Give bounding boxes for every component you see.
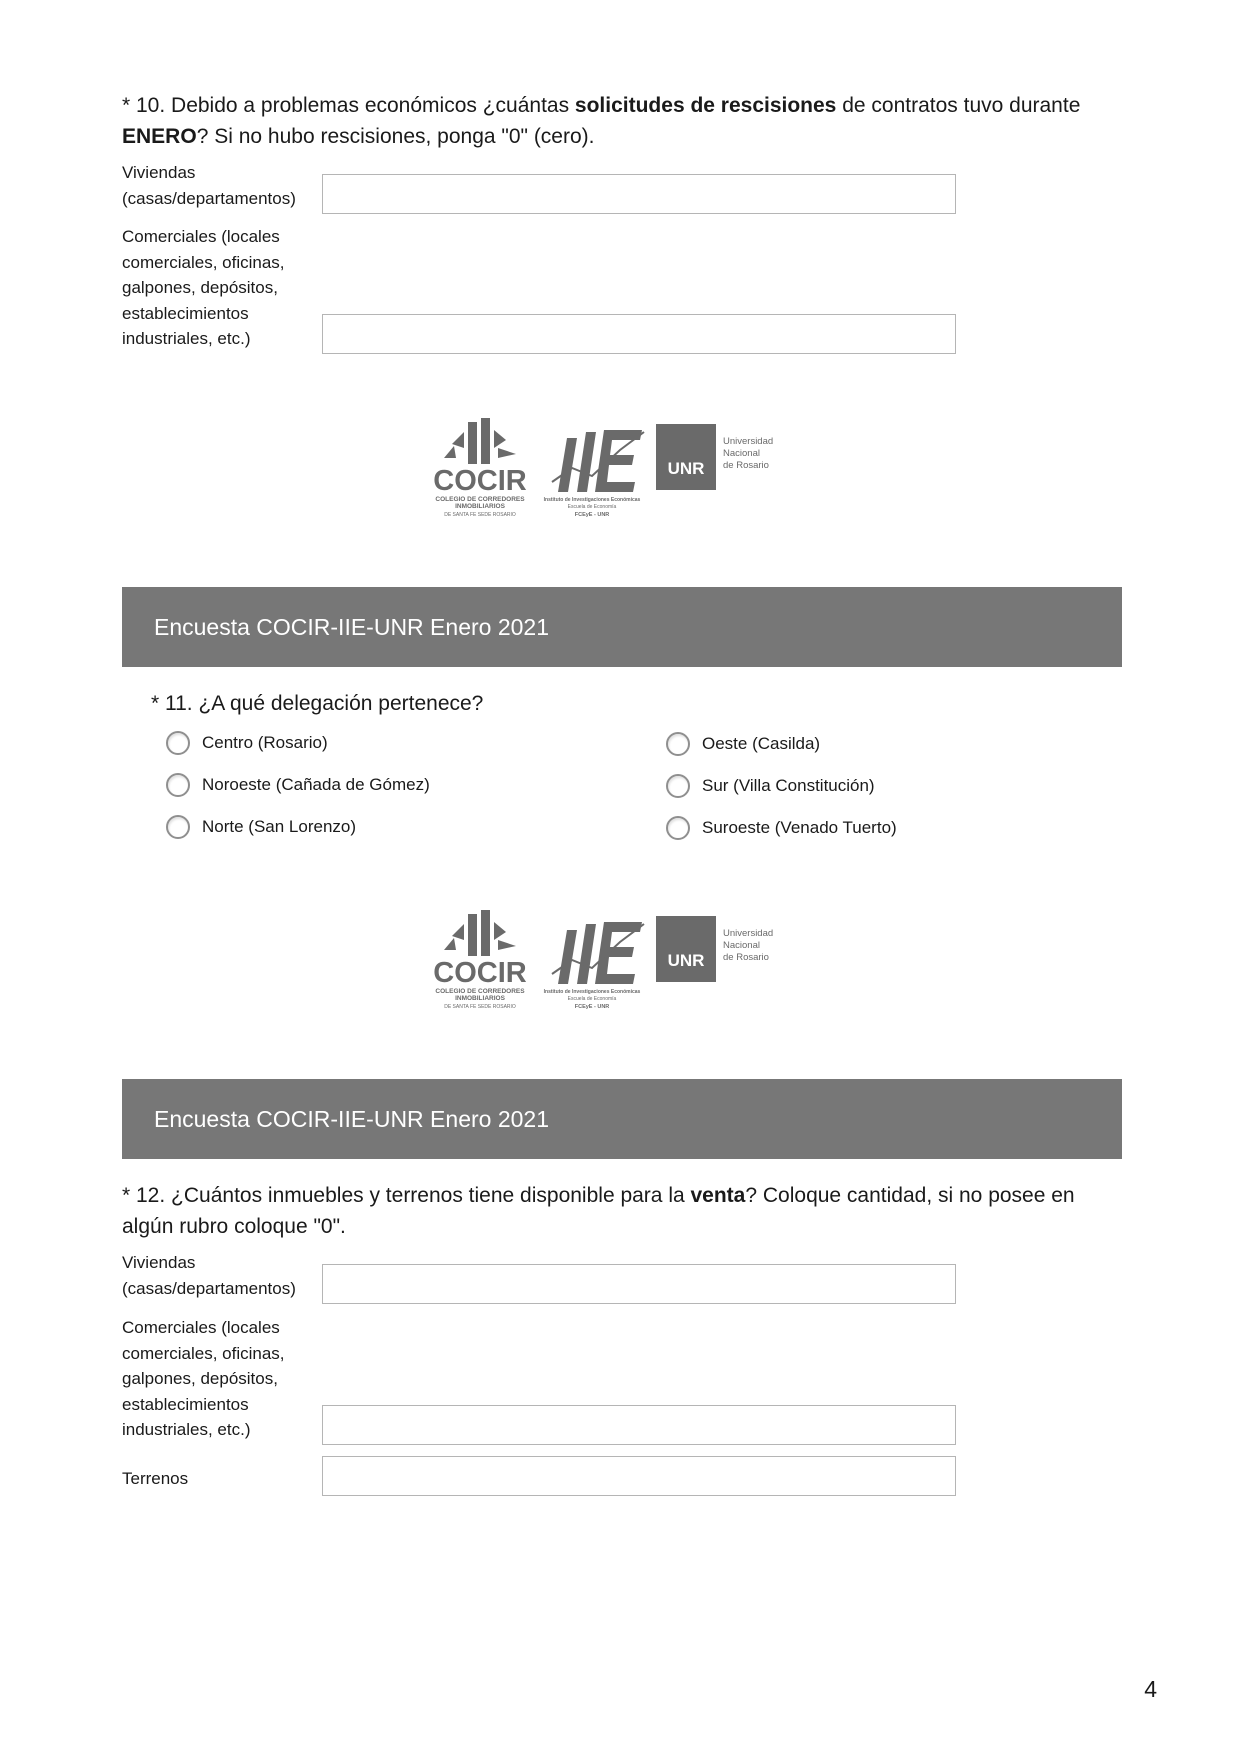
- survey-section-header: Encuesta COCIR-IIE-UNR Enero 2021: [122, 1079, 1122, 1159]
- survey-section-header: Encuesta COCIR-IIE-UNR Enero 2021: [122, 587, 1122, 667]
- svg-text:COLEGIO DE CORREDORES: COLEGIO DE CORREDORES: [435, 496, 525, 503]
- q10-comerciales-input[interactable]: [322, 314, 956, 354]
- radio-button[interactable]: [666, 816, 690, 840]
- q12-comerciales-input[interactable]: [322, 1405, 956, 1445]
- sponsor-logos: [432, 902, 812, 1012]
- question-11-text: * 11. ¿A qué delegación pertenece?: [151, 692, 484, 715]
- svg-text:COCIR: COCIR: [433, 465, 527, 497]
- q12-comerciales-label: Comerciales (locales comerciales, oficinas, galpones, depósitos, establecimientos industriales, etc.): [122, 1318, 285, 1439]
- q12-viviendas-label: Viviendas (casas/departamentos): [122, 1253, 296, 1298]
- radio-option-noroeste[interactable]: [166, 770, 430, 800]
- svg-text:FCEyE - UNR: FCEyE - UNR: [574, 1004, 610, 1010]
- radio-button[interactable]: [166, 773, 190, 797]
- iie-logo: [544, 922, 644, 1010]
- page-number: 4: [1144, 1676, 1157, 1702]
- cocir-logo: [433, 418, 527, 518]
- svg-text:FCEyE - UNR: FCEyE - UNR: [574, 512, 610, 518]
- q12-viviendas-input[interactable]: [322, 1264, 956, 1304]
- svg-text:Escuela de Economía: Escuela de Economía: [567, 504, 617, 510]
- radio-label: Oeste (Casilda): [702, 734, 821, 753]
- logos-row-1: [432, 410, 812, 520]
- radio-button[interactable]: [666, 774, 690, 798]
- svg-text:COCIR: COCIR: [433, 957, 527, 989]
- svg-text:INMOBILIARIOS: INMOBILIARIOS: [455, 503, 505, 510]
- svg-text:Universidad: Universidad: [723, 436, 774, 447]
- svg-text:DE SANTA FE SEDE ROSARIO: DE SANTA FE SEDE ROSARIO: [444, 1004, 516, 1010]
- radio-button[interactable]: [166, 731, 190, 755]
- q10-viviendas-label: Viviendas (casas/departamentos): [122, 163, 296, 208]
- q12-terrenos-label: Terrenos: [122, 1469, 189, 1488]
- svg-text:Escuela de Economía: Escuela de Economía: [567, 996, 617, 1002]
- radio-label: Norte (San Lorenzo): [202, 817, 357, 836]
- iie-logo: [544, 430, 644, 518]
- radio-button[interactable]: [166, 815, 190, 839]
- question-10-text: * 10. Debido a problemas económicos ¿cuántas solicitudes de rescisiones de contratos tuvo durante ENERO? Si no hubo rescisiones, ponga "0" (cero).: [122, 94, 1081, 148]
- radio-button[interactable]: [666, 732, 690, 756]
- unr-logo: [656, 916, 773, 982]
- svg-text:Instituto de Investigaciones E: Instituto de Investigaciones Económicas: [543, 989, 641, 995]
- radio-option-sur[interactable]: [666, 771, 875, 801]
- unr-logo: [656, 424, 773, 490]
- radio-label: Suroeste (Venado Tuerto): [702, 818, 897, 837]
- sponsor-logos: [432, 410, 812, 520]
- svg-text:UNR: UNR: [667, 459, 705, 478]
- svg-text:Nacional: Nacional: [723, 940, 760, 951]
- svg-text:COLEGIO DE CORREDORES: COLEGIO DE CORREDORES: [435, 988, 525, 995]
- radio-option-norte[interactable]: [166, 812, 356, 842]
- radio-option-suroeste[interactable]: [666, 813, 897, 843]
- q10-viviendas-input[interactable]: [322, 174, 956, 214]
- radio-label: Noroeste (Cañada de Gómez): [202, 775, 430, 794]
- svg-text:UNR: UNR: [667, 951, 705, 970]
- q10-comerciales-label: Comerciales (locales comerciales, oficinas, galpones, depósitos, establecimientos industriales, etc.): [122, 227, 285, 348]
- radio-option-centro[interactable]: [166, 728, 328, 758]
- logos-row-2: [432, 902, 812, 1012]
- svg-text:de Rosario: de Rosario: [723, 460, 769, 471]
- radio-label: Centro (Rosario): [202, 733, 328, 752]
- svg-text:INMOBILIARIOS: INMOBILIARIOS: [455, 995, 505, 1002]
- cocir-logo: [433, 910, 527, 1010]
- svg-text:DE SANTA FE SEDE ROSARIO: DE SANTA FE SEDE ROSARIO: [444, 512, 516, 518]
- svg-text:Instituto de Investigaciones E: Instituto de Investigaciones Económicas: [543, 497, 641, 503]
- radio-option-oeste[interactable]: [666, 729, 820, 759]
- radio-label: Sur (Villa Constitución): [702, 776, 875, 795]
- question-12-text: * 12. ¿Cuántos inmuebles y terrenos tiene disponible para la venta? Coloque cantidad, si no posee en algún rubro coloque "0".: [122, 1184, 1075, 1238]
- svg-text:Nacional: Nacional: [723, 448, 760, 459]
- q12-terrenos-input[interactable]: [322, 1456, 956, 1496]
- svg-text:de Rosario: de Rosario: [723, 952, 769, 963]
- svg-text:Universidad: Universidad: [723, 928, 774, 939]
